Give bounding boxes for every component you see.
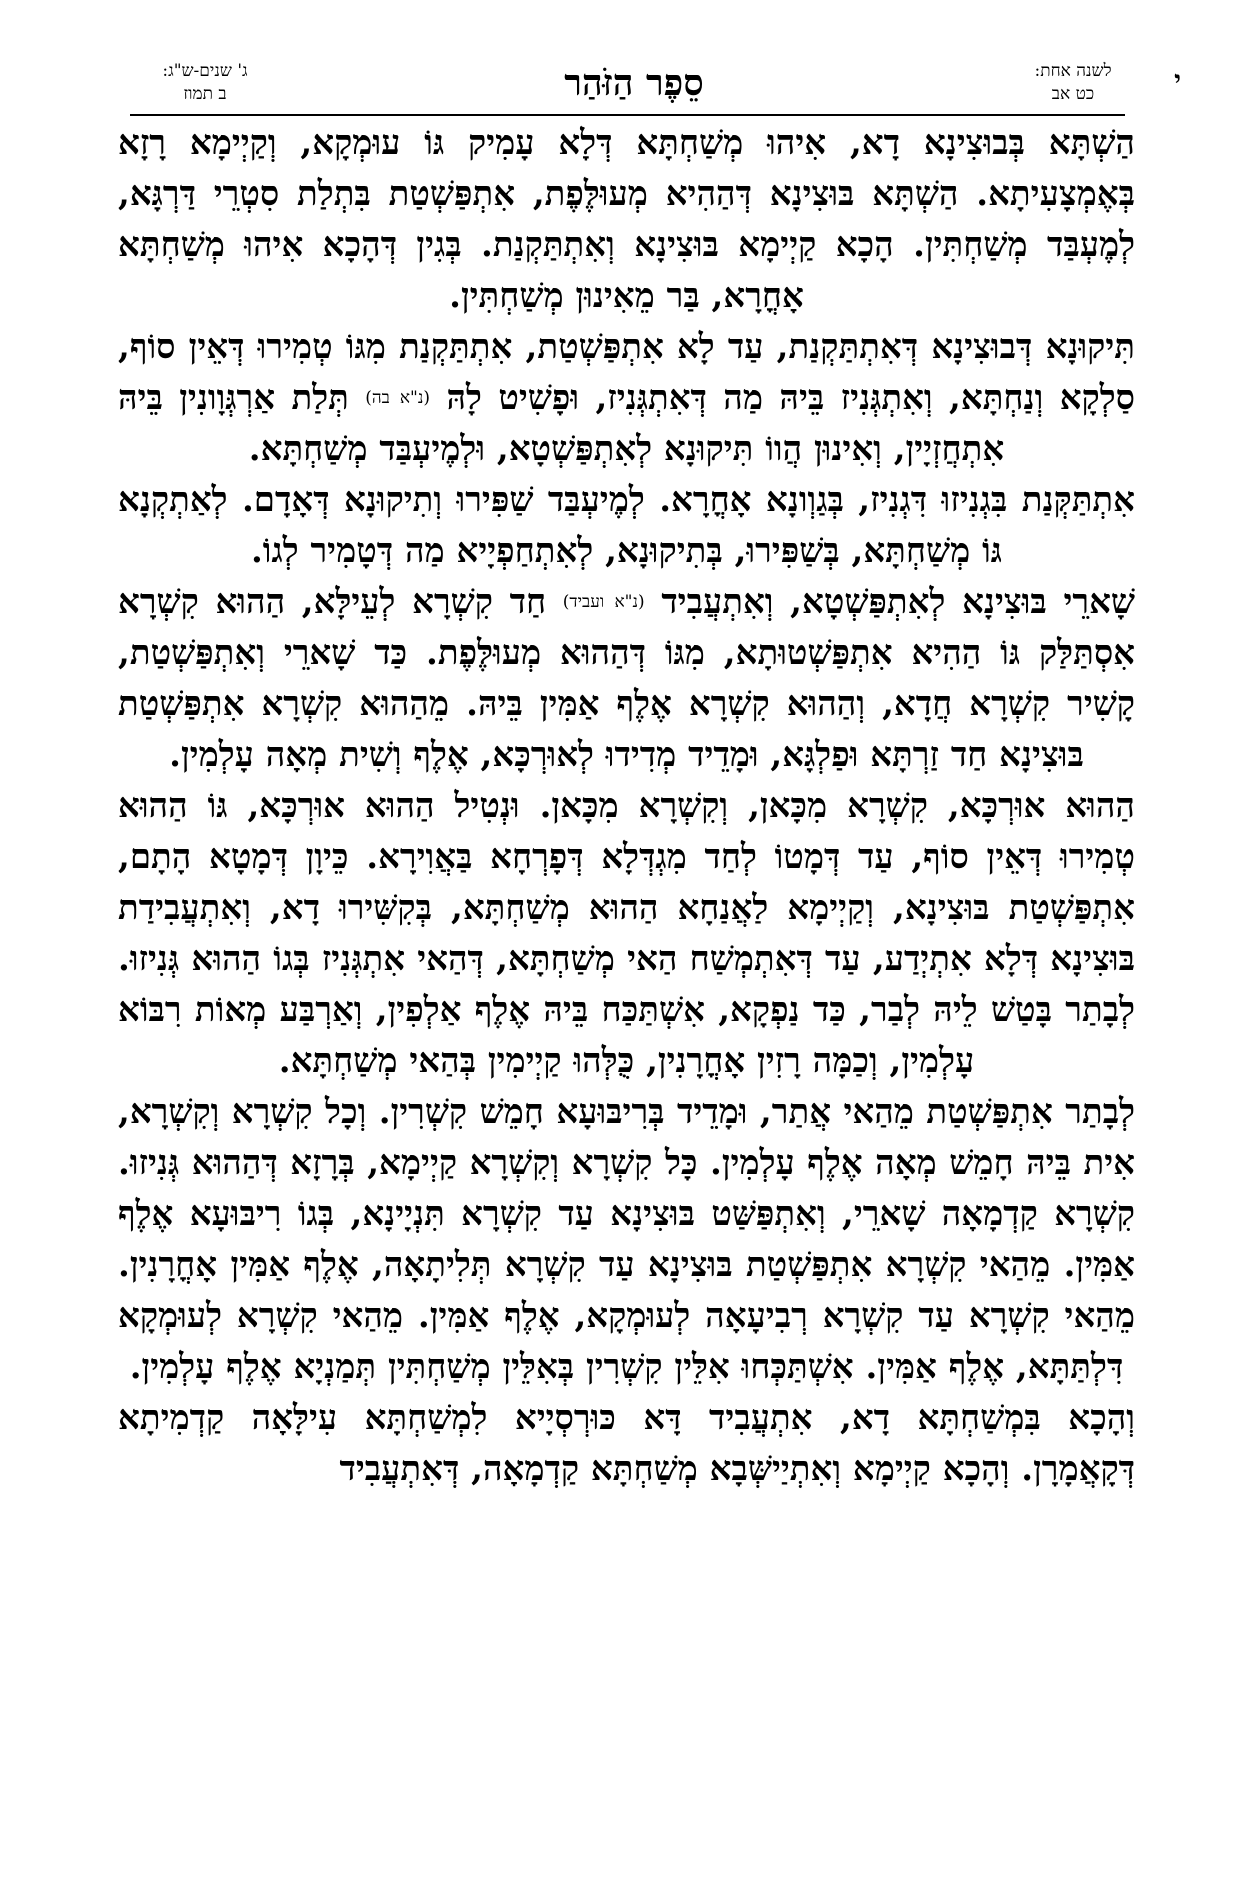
paragraph-opening-word: הַשְׁתָּא (1048, 123, 1135, 163)
paragraph-text-continued: חַד קִשְׁרָא לְעֵילָּא, הַהוּא קִשְׁרָא אִסְתַּלַּק גּוֹ הַהִיא אִתְפַּשְׁטוּתָא, מִגּוֹ דְּהַהוּא מְעוּלֶּפֶת. כַּד שָׁארֵי וְאִתְפַּשְׁטַת, קָשִׁיר קִשְׁרָא חֲדָא, וְהַהוּא קִשְׁרָא אֶלֶף אַמִּין בֵּיהּ. מֵהַהוּא קִשְׁרָא אִתְפַּשְׁטַת בּוּצִינָא חַד זַרְתָּא וּפַלְגָּא, וּמָדֵיד מְדִידוּ לְאוּרְכָּא, אֶלֶף וְשִׁית מְאָה עָלְמִין. (118, 582, 1135, 775)
daily-study-label: לשנה אחת: (1034, 61, 1112, 81)
paragraph-opening-word: וְהָכָא (1068, 1398, 1135, 1438)
paragraph-opening-word: הַהוּא (1065, 786, 1135, 826)
paragraph-opening-word: אִתְתַּקְּנַת (1021, 480, 1135, 520)
book-title: סֵפֶר הַזֹּהַר (564, 62, 704, 104)
paragraph-text: אוּרְכָּא, קִשְׁרָא מִכָּאן, וְקִשְׁרָא מִכָּאן. וּנְטִיל הַהוּא אוּרְכָּא, גּוֹ הַהוּא טְמִירוּ דְּאֵין סוֹף, עַד דְּמָטוֹ לְחַד מִגְדְּלָא דְּפָרְחָא בַּאֲוִירָא. כֵּיוָן דְּמָטָא הָתָם, אִתְפַּשְׁטַת בּוּצִינָא, וְקַיְימָא לַאֲנַחָא הַהוּא מְשַׁחְתָּא, בְּקִשִּׁירוּ דָא, וְאִתְעֲבִידַת בּוּצִינָא דְּלָא אִתְיְדַע, עַד דְּאִתְמְשַׁח הַאי מְשַׁחְתָּא, דְּהַאי אִתְגְּנִיז בְּגוֹ הַהוּא גְּנִיזוּ. לְבָתַר בָּטַשׁ לֵיהּ לְבַר, כַּד נַפְקָא, אִשְׁתַּכַּח בֵּיהּ אֶלֶף אַלְפִין, וְאַרְבַּע מְאוֹת רִבּוֹא עָלְמִין, וְכַמָּה רָזִין אָחֳרָנִין, כֻּלְּהוּ קַיְימִין בְּהַאי מְשַׁחְתָּא. (118, 786, 1135, 1081)
paragraph-text: בְּבוּצִינָא דָא, אִיהוּ מְשַׁחְתָּא דְּלָא עָמִיק גּוֹ עוּמְקָא, וְקַיְימָא רָזָא בְּאֶמְצָעִיתָא. הַשְׁתָּא בּוּצִינָא דְּהַהִיא מְעוּלֶּפֶת, אִתְפַּשְׁטַת בִּתְלַת סִטְרֵי דַּרְגָּא, לְמֶעְבַּד מְשַׁחְתִּין. הָכָא קַיְימָא בּוּצִינָא וְאִתְתַּקְנַת. בְּגִין דְּהָכָא אִיהוּ מְשַׁחְתָּא אָחֳרָא, בַּר מֵאִינוּן מְשַׁחְתִּין. (118, 123, 1135, 316)
three-year-study-label: ג' שנים-ש"ג: (162, 61, 248, 81)
three-year-study-marker (125, 60, 285, 106)
paragraph-text-continued: תְּלַת אַרְגְּוָונִין בֵּיהּ אִתְחֲזְיָין, וְאִינוּן הֲווֹ תִּיקוּנָא לְאִתְפַּשְׁטָא, וּלְמֶיעְבַּד מְשַׁחְתָּא. (118, 378, 1005, 469)
paragraph-text: אִתְפַּשְׁטַת מֵהַאי אֲתַר, וּמָדֵיד בְּרִיבּוּעָא חָמֵשׁ קִשְׁרִין. וְכָל קִשְׁרָא וְקִשְׁרָא, אִית בֵּיהּ חָמֵשׁ מְאָה אֶלֶף עָלְמִין. כָּל קִשְׁרָא וְקִשְׁרָא קַיְימָא, בְּרָזָא דְּהַהוּא גְּנִיזוּ. קִשְׁרָא קַדְמָאָה שָׁארֵי, וְאִתְפַּשַּׁט בּוּצִינָא עַד קִשְׁרָא תִּנְיָינָא, בְּגוֹ רִיבּוּעָא אֶלֶף אַמִּין. מֵהַאי קִשְׁרָא אִתְפַּשְׁטַת בּוּצִינָא עַד קִשְׁרָא תְּלִיתָאָה, אֶלֶף אַמִּין אָחֳרָנִין. מֵהַאי קִשְׁרָא עַד קִשְׁרָא רְבִיעָאָה לְעוּמְקָא, אֶלֶף אַמִּין. מֵהַאי קִשְׁרָא לְעוּמְקָא דִּלְתַּתָּא, אֶלֶף אַמִּין. אִשְׁתַּכְּחוּ אִלֵּין קִשְׁרִין בְּאִלֵּין מְשַׁחְתִּין תְּמַנְיָא אֶלֶף עָלְמִין. (118, 1092, 1135, 1387)
paragraph-opening-word: שָׁארֵי (1063, 582, 1135, 622)
paragraph (118, 781, 1135, 1087)
paragraph (118, 1393, 1135, 1495)
page-number: י (1174, 66, 1181, 96)
paragraph (118, 118, 1135, 322)
paragraph (118, 577, 1135, 781)
header-divider (130, 114, 1125, 116)
paragraph-text: בּוּצִינָא לְאִתְפַּשְׁטָא, וְאִתְעֲבִיד (661, 582, 1064, 622)
paragraph-opening-word: תִּיקוּנָא (1045, 327, 1135, 367)
paragraph-text: בִּגְנִיזוּ דִּגְנִיז, בְּגַוְונָא אָחֳרָא. לְמֶיעְבַּד שַׁפִּירוּ וְתִיקוּנָא דְּאָדָם. לְאַתְקְנָא גּוֹ מְשַׁחְתָּא, בְּשַׁפִּירוּ, בְּתִיקוּנָא, לְאִתְחַפְיָיא מַה דְּטָמִיר לְגוֹ. (118, 480, 1022, 571)
paragraph (118, 475, 1135, 577)
variant-reading-note: (נ"א בה) (365, 388, 431, 408)
main-text (118, 118, 1135, 1495)
paragraph-text: בִּמְשַׁחְתָּא דָא, אִתְעֲבִיד דָּא כּוּרְסְיָיא לִמְשַׁחְתָּא עִילָּאָה קַדְמִיתָא דְּקָאֲמָרָן. וְהָכָא קַיְימָא וְאִתְיַישְּׁבָא מְשַׁחְתָּא קַדְמָאָה, דְּאִתְעֲבִיד (118, 1398, 1135, 1489)
paragraph-opening-word: לְבָתַר (1065, 1092, 1135, 1132)
daily-study-date: כט אב (1051, 84, 1095, 104)
paragraph (118, 322, 1135, 475)
paragraph-text: דְּבוּצִינָא דְּאִתְתַּקְנַת, עַד לָא אִתְפַּשְׁטַת, אִתְתַּקְנַת מִגּוֹ טְמִירוּ דְּאֵין סוֹף, סַלְקָא וְנַחְתָּא, וְאִתְגְּנִיז בֵּיהּ מַה דְּאִתְגְּנִיז, וּפָשִׁיט לָהּ (118, 327, 1135, 418)
paragraph (118, 1087, 1135, 1393)
variant-reading-note: (נ"א ועביד) (562, 592, 645, 612)
three-year-study-date: ב תמוז (183, 84, 227, 104)
page-header (125, 60, 1181, 116)
daily-study-marker (1003, 60, 1143, 106)
